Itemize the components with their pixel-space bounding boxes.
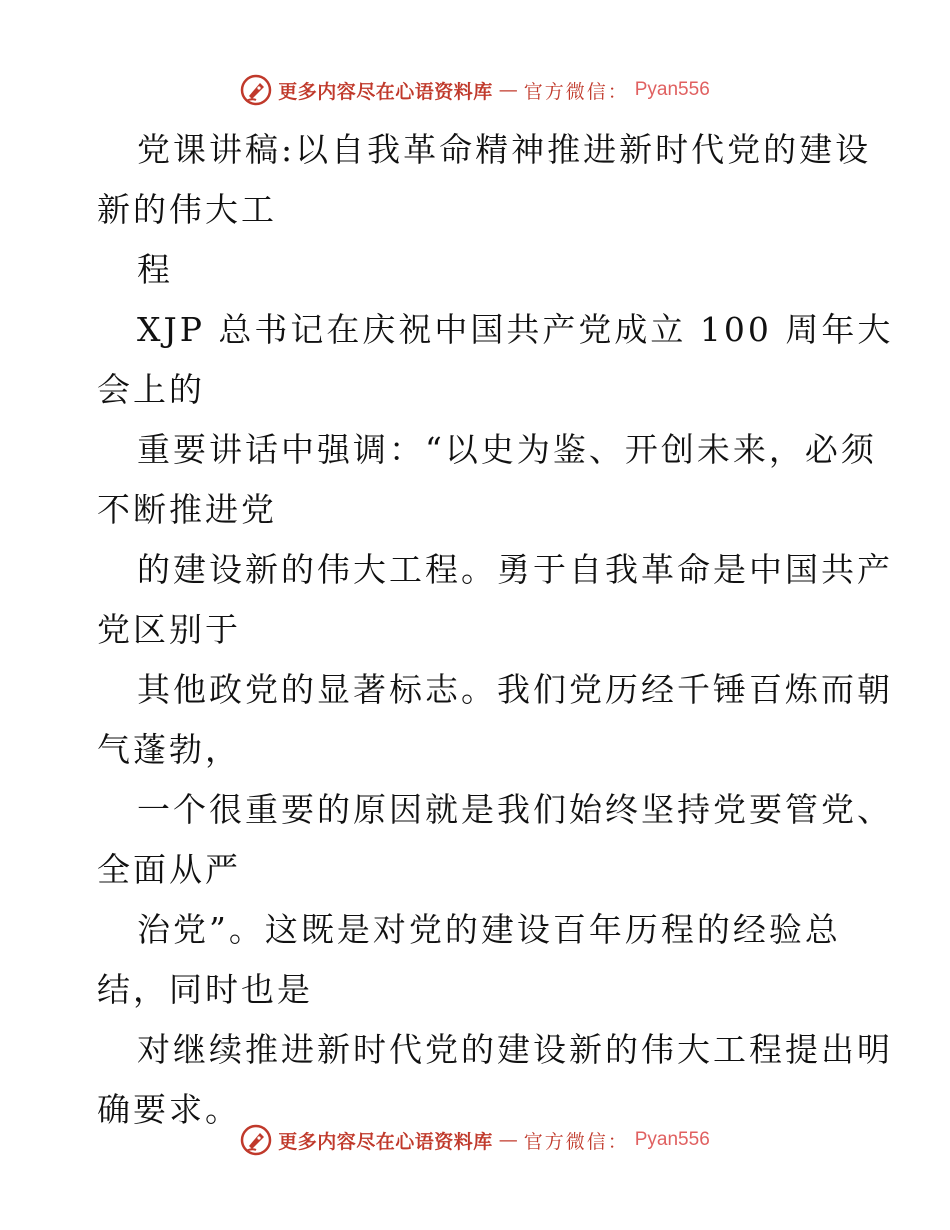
text-line: 的建设新的伟大工程。勇于自我革命是中国共产 (137, 550, 893, 589)
text-line: 一个很重要的原因就是我们始终坚持党要管党、 (137, 790, 893, 829)
text-line: 结，同时也是 (97, 970, 313, 1009)
text-line: 对继续推进新时代党的建设新的伟大工程提出明 (137, 1030, 893, 1069)
banner-text: 更多内容尽在心语资料库 (278, 80, 493, 103)
text-line: XJP 总书记在庆祝中国共产党成立 100 周年大 (137, 310, 894, 349)
footer-banner (0, 1120, 950, 1160)
header-banner (0, 70, 950, 110)
text-line: 确要求。 (97, 1090, 241, 1129)
text-line: 治党”。这既是对党的建设百年历程的经验总 (137, 910, 841, 949)
banner-wechat-id: Pyan556 (634, 1129, 710, 1150)
text-line: 新的伟大工 (97, 190, 277, 229)
text-line: 程 (137, 250, 173, 289)
pen-nib-logo-icon (240, 1124, 272, 1156)
text-line: 党区别于 (97, 610, 241, 649)
banner-text: 更多内容尽在心语资料库 (278, 1130, 493, 1153)
text-line: 全面从严 (97, 850, 241, 889)
text-line: 其他政党的显著标志。我们党历经千锤百炼而朝 (137, 670, 893, 709)
text-line: 重要讲话中强调：“以史为鉴、开创未来，必须 (137, 430, 877, 469)
text-line: 会上的 (97, 370, 205, 409)
text-line: 不断推进党 (97, 490, 277, 529)
text-line: 党课讲稿:以自我革命精神推进新时代党的建设 (137, 130, 872, 169)
banner-dash: — (498, 1129, 518, 1151)
pen-nib-logo-icon (240, 74, 272, 106)
banner-wechat-id: Pyan556 (634, 79, 710, 100)
text-line: 气蓬勃， (97, 730, 241, 769)
banner-wechat-label: 官方微信： (523, 80, 629, 103)
banner-wechat-label: 官方微信： (523, 1130, 629, 1153)
banner-dash: — (498, 79, 518, 101)
document-body (97, 120, 894, 1140)
